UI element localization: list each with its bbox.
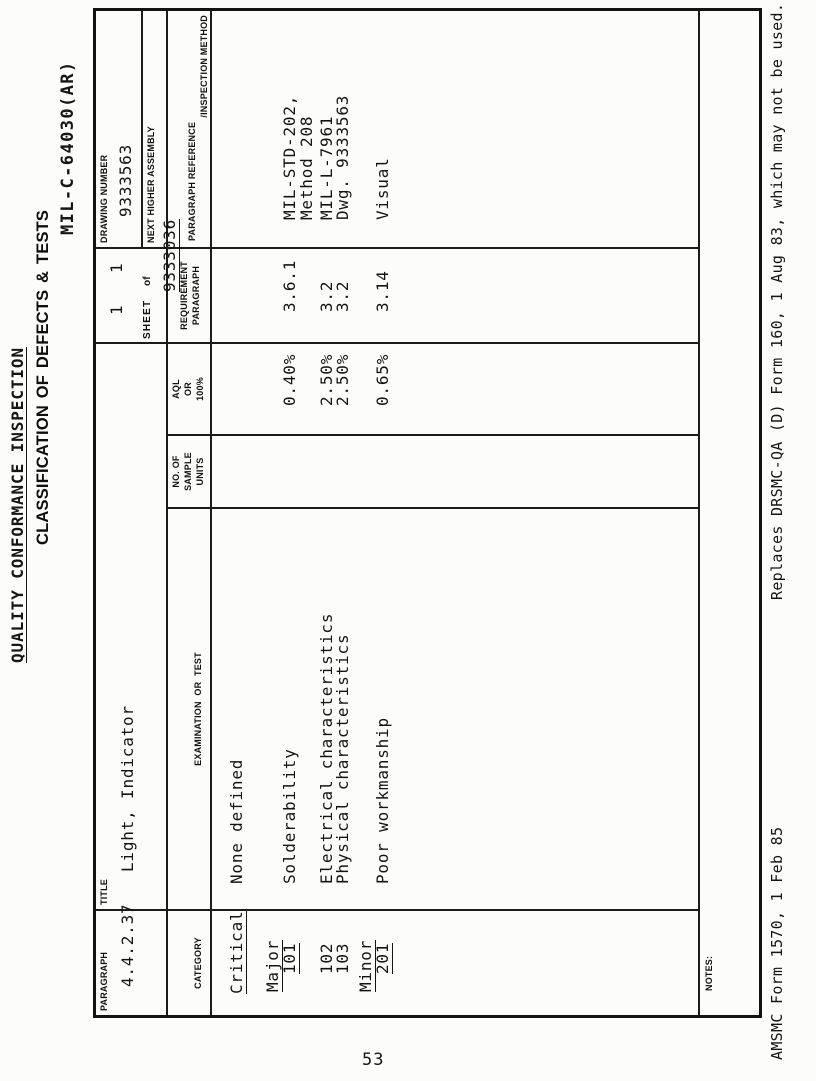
reference-cell: Method 208 [297,115,316,220]
sheet-of-label: of [142,276,153,286]
line-aql-col [166,434,700,436]
paragraph-label: PARAGRAPH [99,951,109,1011]
title-label: TITLE [99,879,109,905]
category-103: 103 [333,942,352,974]
next-higher-assembly-label: NEXT HIGHER ASSEMBLY [146,126,156,243]
colhead-reference-l1: PARAGRAPH REFERENCE [187,121,197,241]
footer-replaces-note: Replaces DRSMC-QA (D) Form 160, 1 Aug 83, which may not be used. [768,2,786,600]
reference-cell: Visual [373,157,392,220]
category-critical: Critical [227,910,246,994]
title-value: Light, Indicator [118,705,137,872]
footer-form-id: AMSMC Form 1570, 1 Feb 85 [768,826,786,1060]
aql-cell: 2.50% [333,353,352,406]
colhead-sample-units-l1: NO. OF [171,455,181,488]
category-101: 101 [280,942,299,974]
category-102: 102 [317,942,336,974]
notes-label: NOTES: [704,955,714,991]
examination-cell: Electrical characteristics [317,612,336,884]
line-notes-top [698,11,700,1015]
reference-cell: MIL-L-7961 [317,115,336,220]
colhead-aql-l3: 100% [195,377,205,401]
form-box [93,8,762,1018]
page-number: 53 [362,1050,385,1070]
drawing-number-value: 9333563 [116,143,135,217]
requirement-cell: 3.2 [333,280,352,312]
category-201: 201 [373,942,392,974]
category-major: Major [263,939,282,992]
aql-cell: 0.40% [280,353,299,406]
page-heading: QUALITY CONFORMANCE INSPECTION [8,347,27,663]
reference-cell: MIL-STD-202, [280,94,299,220]
drawing-number-label: DRAWING NUMBER [99,154,109,243]
aql-cell: 2.50% [317,353,336,406]
line-drawing-nha [141,11,143,249]
sheet-value: 1 [107,304,126,315]
reference-cell: Dwg. 9333563 [333,94,352,220]
requirement-cell: 3.14 [373,270,392,312]
line-category-col [96,909,700,911]
line-header-bottom [166,11,168,1015]
spec-number: MIL-C-64030(AR) [58,60,78,235]
colhead-category: CATEGORY [193,937,203,989]
colhead-sample-units-l2: SAMPLE [183,452,193,491]
line-colhead-bottom [210,11,212,1015]
colhead-aql-l1: AQL [171,379,181,399]
examination-cell: Solderability [280,748,299,884]
colhead-requirement-l1: REQUIREMENT [179,261,189,330]
category-minor: Minor [356,939,375,992]
examination-cell: Physical characteristics [333,633,352,884]
colhead-sample-units [170,436,206,507]
sheet-label: SHEET [142,299,153,339]
line-sample-col [166,507,700,509]
requirement-cell: 3.2 [317,280,336,312]
paragraph-value: 4.4.2.37 [118,903,137,987]
colhead-examination: EXAMINATION OR TEST [193,652,203,766]
colhead-reference-l2: /INSPECTION METHOD [199,15,209,118]
colhead-aql [170,344,206,434]
colhead-requirement [178,249,202,342]
form-title: CLASSIFICATION OF DEFECTS & TESTS [34,209,52,545]
colhead-reference [186,11,210,247]
sheet-total: 1 [107,262,126,273]
colhead-sample-units-l3: UNITS [195,457,205,486]
next-higher-assembly-value: 9333036 [160,218,179,292]
colhead-aql-l2: OR [183,382,193,396]
requirement-cell: 3.6.1 [280,259,299,312]
examination-cell: Poor workmanship [373,717,392,884]
examination-cell: None defined [227,758,246,884]
colhead-requirement-l2: PARAGRAPH [191,265,201,326]
aql-cell: 0.65% [373,353,392,406]
